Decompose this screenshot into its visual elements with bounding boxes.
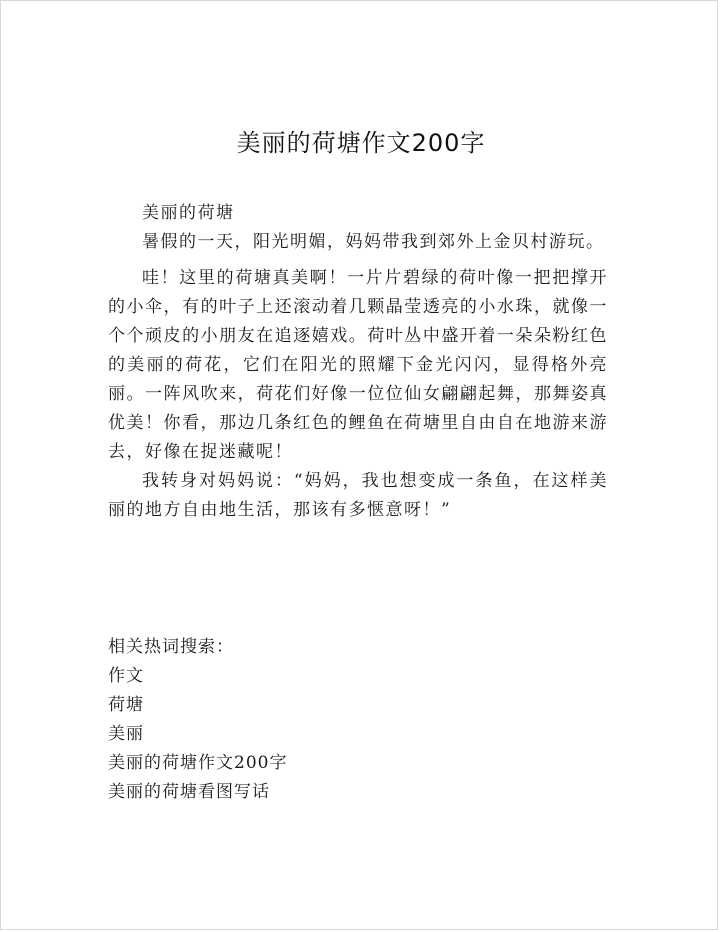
related-heading: 相关热词搜索： — [108, 637, 234, 657]
keyword-item[interactable]: 作文 — [108, 666, 144, 686]
keyword-item[interactable]: 美丽的荷塘看图写话 — [108, 782, 270, 802]
paragraph-3: 我转身对妈妈说：“妈妈，我也想变成一条鱼，在这样美丽的地方自由地生活，那该有多惬意呀！” — [108, 471, 608, 520]
keyword-item[interactable]: 美丽的荷塘作文200字 — [108, 753, 288, 773]
article-subtitle: 美丽的荷塘 — [142, 203, 235, 223]
document-title: 美丽的荷塘作文200字 — [236, 129, 486, 157]
paragraph-1: 暑假的一天，阳光明媚，妈妈带我到郊外上金贝村游玩。 — [142, 232, 605, 252]
keyword-item[interactable]: 美丽 — [108, 724, 144, 744]
paragraph-2: 哇！这里的荷塘真美啊！一片片碧绿的荷叶像一把把撑开的小伞，有的叶子上还滚动着几颗晶莹透亮的小水珠，就像一个个顽皮的小朋友在追逐嬉戏。荷叶丛中盛开着一朵朵粉红色的美丽的荷花，它们在阳光的照耀下金光闪闪，显得格外亮丽。一阵风吹来，荷花们好像一位位仙女翩翩起舞，那舞姿真优美！你看，那边几条红色的鲤鱼在荷塘里自由自在地游来游去，好像在捉迷藏呢！ — [108, 268, 608, 462]
keyword-item[interactable]: 荷塘 — [108, 695, 144, 715]
article-body — [108, 199, 608, 525]
related-keywords — [108, 633, 608, 807]
